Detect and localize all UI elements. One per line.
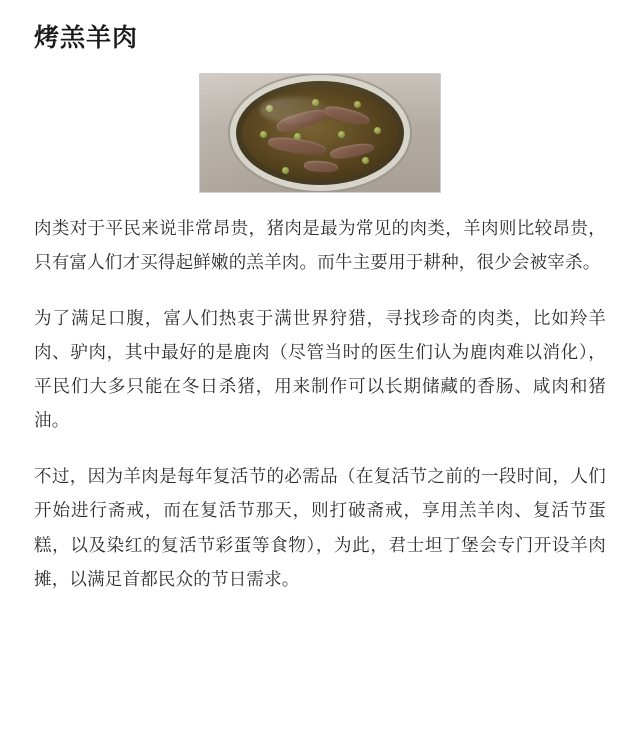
body-paragraph: 为了满足口腹，富人们热衷于满世界狩猎，寻找珍奇的肉类，比如羚羊肉、驴肉，其中最好的是鹿肉（尽管当时的医生们认为鹿肉难以消化），平民们大多只能在冬日杀猪，用来制作可以长期储藏的香肠、咸肉和猪油。 [34,307,606,431]
body-paragraph: 肉类对于平民来说非常昂贵，猪肉是最为常见的肉类，羊肉则比较昂贵，只有富人们才买得起鲜嫩的羔羊肉。而牛主要用于耕种，很少会被宰杀。 [34,217,606,272]
pea-garnish [338,131,345,138]
meat-piece [304,159,339,172]
pea-garnish [354,101,361,108]
page-title: 烤羔羊肉 [34,24,139,52]
pea-garnish [294,133,301,140]
pea-garnish [260,131,267,138]
pea-garnish [282,167,289,174]
broth-highlight [260,97,330,123]
broth-shape [242,87,398,179]
pea-garnish [374,127,381,134]
article-figure [34,73,606,193]
pea-garnish [362,157,369,164]
bowl-of-stew-photo [199,73,441,193]
meat-piece [323,103,371,127]
bowl-shape [236,81,404,185]
article-body [34,211,606,596]
body-paragraph: 不过，因为羊肉是每年复活节的必需品（在复活节之前的一段时间，人们开始进行斋戒，而在复活节那天，则打破斋戒，享用羔羊肉、复活节蛋糕，以及染红的复活节彩蛋等食物），为此，君士坦丁堡会专门开设羊肉摊，以满足首都民众的节日需求。 [34,466,606,589]
